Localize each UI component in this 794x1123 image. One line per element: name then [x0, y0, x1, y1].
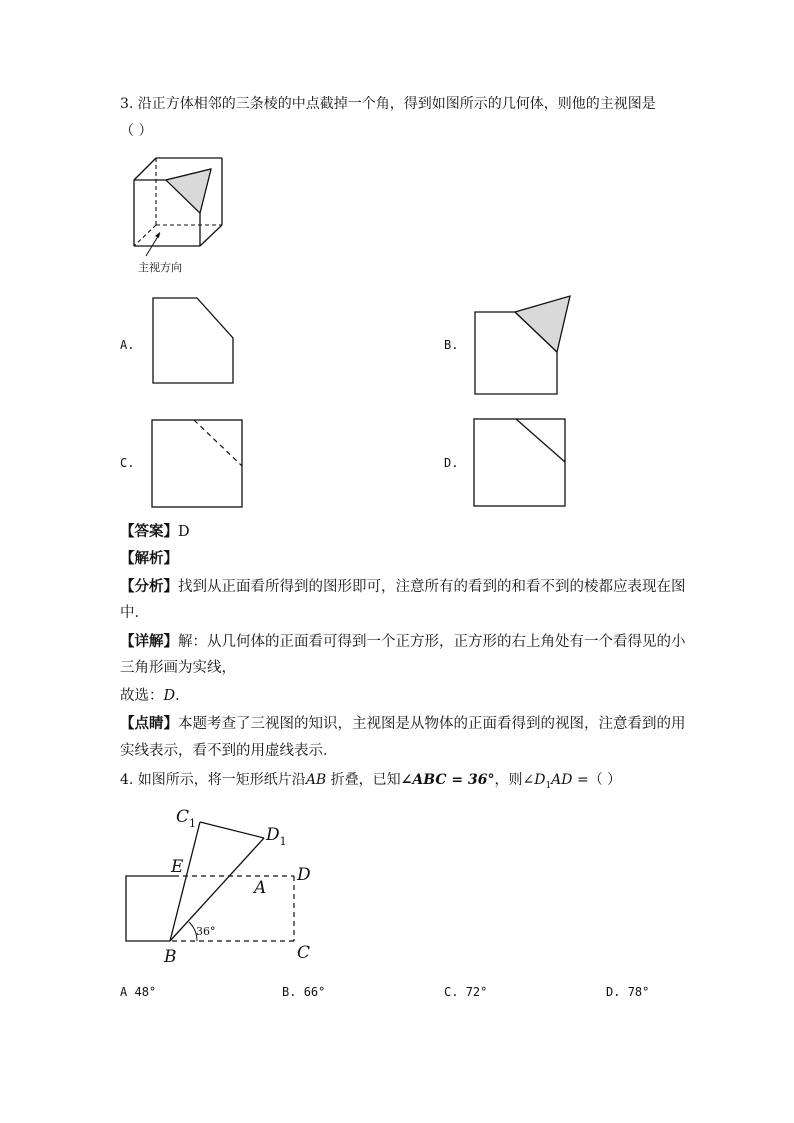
q3-option-a-label: A. [120, 338, 135, 352]
fenxi-tag: 【分析】 [120, 578, 178, 595]
q4-prefix: 4. 如图所示，将一矩形纸片沿 [120, 772, 306, 788]
q3-stem: 3. 沿正方体相邻的三条棱的中点截掉一个角，得到如图所示的几何体，则他的主视图是 [120, 96, 656, 112]
answer-tag: 【答案】 [120, 523, 178, 540]
q3-option-d-label: D. [444, 456, 459, 470]
dianjing-tag: 【点睛】 [120, 715, 178, 732]
q4-option-b: B. 66° [282, 985, 326, 999]
q4-option-d: D. 78° [606, 985, 650, 999]
view-direction-caption: 主视方向 [138, 261, 182, 274]
xiangjie-text-2: 三角形画为实线， [120, 660, 236, 676]
xiangjie-tag: 【详解】 [120, 633, 178, 650]
label-c1: $C_1$ [176, 807, 197, 830]
q4-angle-given: ∠ABC = 36° [400, 772, 495, 788]
label-angle-36: 36° [196, 925, 216, 938]
xiangjie-text-1: 解：从几何体的正面看可得到一个正方形，正方形的右上角处有一个看得见的小 [178, 634, 686, 650]
label-d: D [297, 865, 311, 885]
label-c: C [297, 943, 311, 963]
label-b: B [164, 947, 177, 967]
answer-value: D [178, 524, 190, 540]
dianjing-text-2: 实线表示，看不到的用虚线表示． [120, 743, 338, 759]
q4-option-c: C. 72° [444, 985, 488, 999]
choose-prefix: 故选： [120, 688, 164, 704]
q3-option-c-label: C. [120, 456, 135, 470]
dianjing-text-1: 本题考查了三视图的知识，主视图是从物体的正面看得到的视图，注意看到的用 [178, 716, 686, 732]
q4-angle-sub: 1 [545, 780, 552, 791]
q4-angle-ask-tail: AD = [551, 772, 589, 788]
fenxi-text-1: 找到从正面看所得到的图形即可，注意所有的看到的和看不到的棱都应表现在图 [178, 579, 686, 595]
q4-paren: （ ） [588, 772, 622, 788]
label-d1: $D_1$ [266, 825, 287, 848]
q4-ab: AB [305, 772, 327, 788]
q4-option-a: A 48° [120, 985, 157, 999]
label-a: A [254, 878, 267, 898]
q3-paren: （ ） [120, 123, 153, 139]
analysis-tag: 【解析】 [120, 550, 178, 567]
choose-suffix: ． [175, 688, 190, 704]
q4-comma: ，则 [494, 772, 523, 788]
q4-mid: 折叠，已知 [326, 772, 401, 788]
fenxi-text-2: 中． [120, 605, 149, 621]
label-e: E [171, 857, 184, 877]
q3-option-b-label: B. [444, 338, 459, 352]
q4-angle-ask: ∠D [522, 772, 546, 788]
choose-letter: D [163, 688, 176, 704]
